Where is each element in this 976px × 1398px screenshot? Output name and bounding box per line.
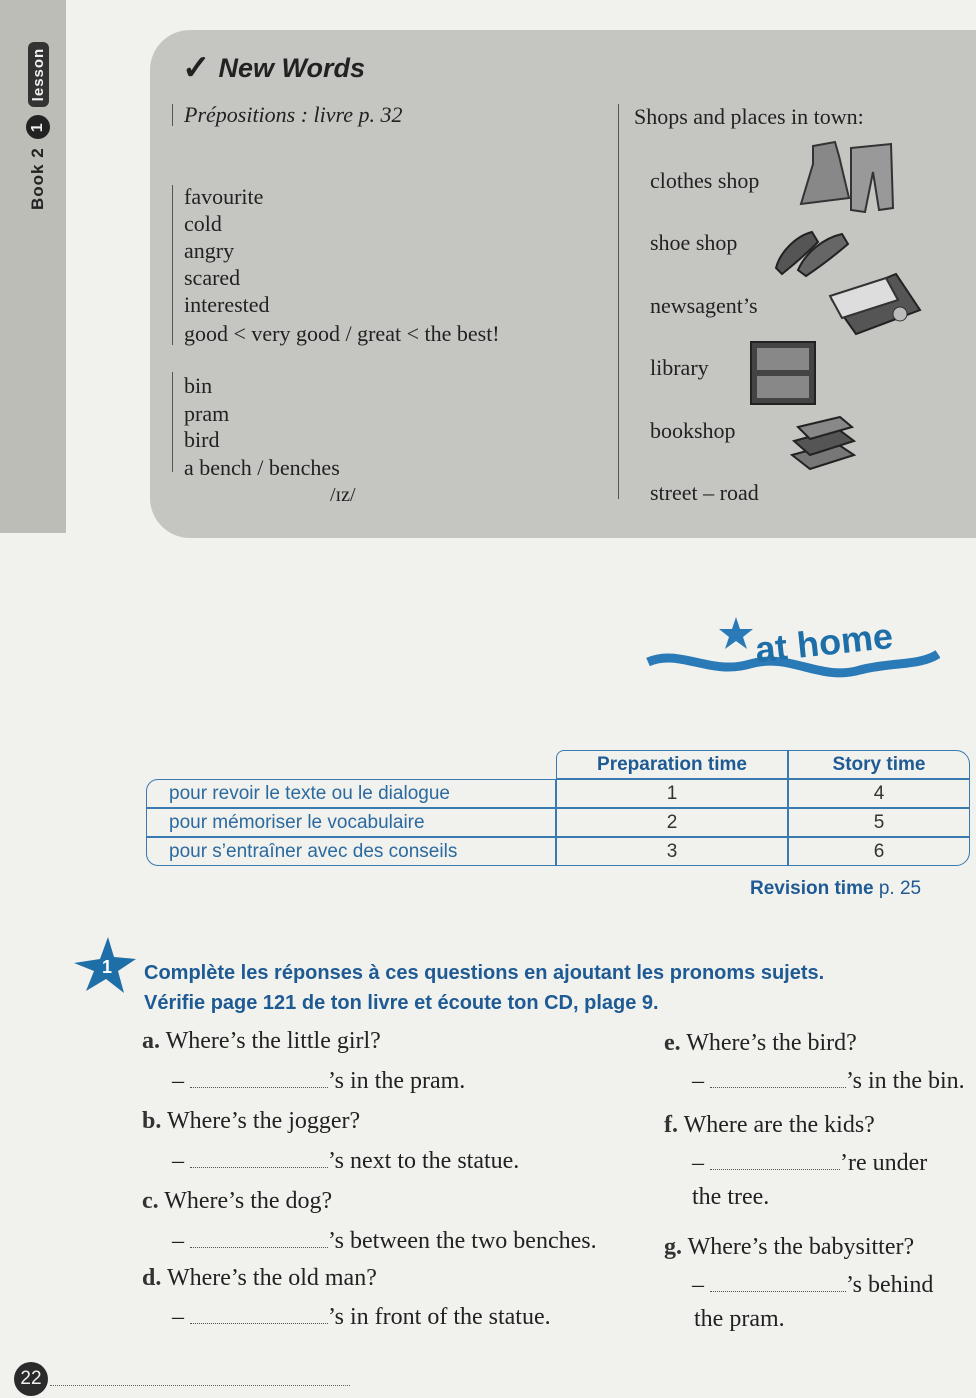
clothes-icon	[795, 138, 900, 216]
shop-word: newsagent’s	[650, 293, 758, 318]
divider	[172, 372, 173, 472]
footer-line	[50, 1385, 350, 1386]
word: pram	[184, 401, 230, 426]
answer-blank[interactable]	[190, 1069, 328, 1088]
word: angry	[184, 238, 235, 263]
new-words-title: ✓ New Words	[182, 49, 366, 87]
word: scared	[184, 265, 241, 290]
answer-d: – ’s in front of the statue.	[172, 1304, 551, 1330]
word: interested	[184, 292, 270, 317]
divider	[618, 104, 619, 499]
word: cold	[184, 211, 222, 236]
answer-b: – ’s next to the statue.	[172, 1148, 520, 1174]
book-label: Book 2	[28, 147, 47, 210]
answer-blank[interactable]	[710, 1151, 840, 1170]
shop-word: bookshop	[650, 418, 736, 443]
newspaper-icon	[826, 270, 926, 336]
shop-word: library	[650, 355, 709, 380]
books-icon	[788, 415, 858, 477]
answer-a: – ’s in the pram.	[172, 1068, 466, 1094]
question-a: a. Where’s the little girl?	[142, 1028, 381, 1054]
revision-table	[146, 750, 970, 866]
answer-blank[interactable]	[190, 1149, 328, 1168]
shop-word: clothes shop	[650, 168, 760, 193]
question-f: f. Where are the kids?	[664, 1112, 875, 1138]
shop-word: shoe shop	[650, 230, 738, 255]
table-row: pour s’entraîner avec des conseils 3 6	[146, 837, 970, 866]
answer-f-cont: the tree.	[692, 1184, 770, 1210]
table-row: pour mémoriser le vocabulaire 2 5	[146, 808, 970, 837]
question-e: e. Where’s the bird?	[664, 1030, 857, 1056]
lesson-label: lesson	[28, 42, 49, 108]
divider	[172, 104, 173, 126]
answer-blank[interactable]	[710, 1069, 846, 1088]
table-header: Preparation time	[556, 750, 788, 779]
question-g: g. Where’s the babysitter?	[664, 1234, 915, 1260]
page-number: 22	[14, 1362, 48, 1396]
word: bin	[184, 373, 213, 398]
book-lesson-label	[8, 20, 68, 220]
answer-e: – ’s in the bin.	[692, 1068, 965, 1094]
star-icon	[718, 616, 754, 650]
answer-c: – ’s between the two benches.	[172, 1228, 597, 1254]
prepositions-ref: Prépositions : livre p. 32	[184, 102, 403, 127]
word: a bench / benches	[184, 455, 340, 480]
question-d: d. Where’s the old man?	[142, 1265, 377, 1291]
answer-g-cont: the pram.	[694, 1306, 785, 1332]
checkmark-icon: ✓	[182, 49, 211, 87]
library-icon	[745, 338, 820, 408]
answer-f: – ’re under	[692, 1150, 928, 1176]
answer-blank[interactable]	[190, 1305, 328, 1324]
answer-blank[interactable]	[710, 1273, 846, 1292]
word: bird	[184, 427, 220, 452]
table-header-empty	[146, 750, 556, 779]
lesson-number: 1	[26, 115, 50, 139]
shop-word: street – road	[650, 480, 759, 505]
question-c: c. Where’s the dog?	[142, 1188, 333, 1214]
exercise-star-icon	[72, 935, 138, 995]
answer-g: – ’s behind	[692, 1272, 934, 1298]
answer-blank[interactable]	[190, 1229, 328, 1248]
table-header: Story time	[788, 750, 970, 779]
word: good < very good / great < the best!	[184, 321, 500, 346]
table-row: pour revoir le texte ou le dialogue 1 4	[146, 779, 970, 808]
shops-heading: Shops and places in town:	[634, 104, 864, 129]
exercise-number: 1	[102, 957, 113, 977]
exercise-instruction: Complète les réponses à ces questions en ajoutant les pronoms sujets. Vérifie page 121 de ton livre et écoute ton CD, plage 9.	[144, 962, 825, 1014]
pronunciation: /ɪz/	[330, 484, 356, 506]
revision-time: Revision time p. 25	[750, 878, 922, 899]
divider	[172, 185, 173, 345]
word: favourite	[184, 184, 264, 209]
at-home-banner: at home	[640, 610, 940, 690]
question-b: b. Where’s the jogger?	[142, 1108, 361, 1134]
